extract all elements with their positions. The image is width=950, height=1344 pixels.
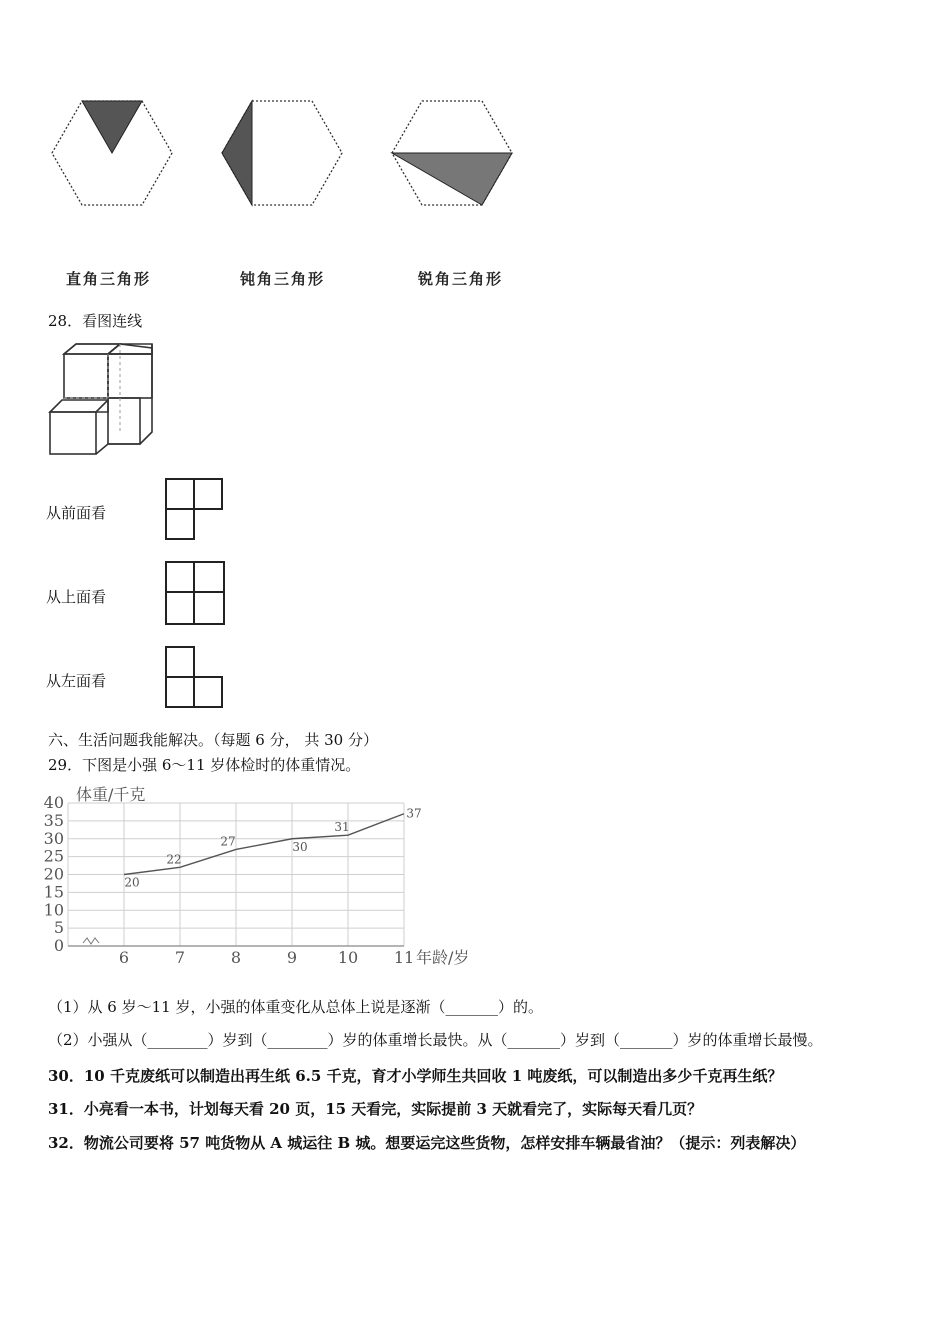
y-tick-label: 35 — [43, 810, 64, 830]
hexagon-obtuse-triangle — [220, 98, 350, 208]
data-label: 30 — [292, 839, 308, 854]
x-tick-label: 7 — [174, 948, 186, 967]
question-29-sub-1: （1）从 6 岁～11 岁，小强的体重变化从总体上说是逐渐（_______）的。 — [48, 998, 543, 1016]
question-29-sub-2: （2）小强从（________）岁到（________）岁的体重增长最快。从（_______）岁到（_______）岁的体重增长最慢。 — [48, 1031, 823, 1049]
y-tick-label: 30 — [43, 828, 64, 848]
y-tick-label: 15 — [43, 882, 64, 902]
chart-y-axis-title: 体重/千克 — [76, 785, 146, 804]
hexagon-acute-triangle — [390, 98, 520, 208]
x-tick-label: 11 — [393, 948, 415, 967]
data-label: 27 — [220, 834, 236, 849]
section-6-title: 六、生活问题我能解决。（每题 6 分， 共 30 分） — [48, 731, 378, 749]
y-tick-label: 10 — [43, 900, 64, 920]
data-label: 22 — [166, 852, 182, 867]
y-tick-label: 40 — [43, 793, 64, 812]
view-label-left: 从左面看 — [46, 672, 107, 690]
weight-line-chart — [38, 782, 498, 967]
x-tick-label: 9 — [286, 948, 298, 967]
y-tick-label: 5 — [53, 918, 64, 938]
data-label: 31 — [334, 820, 350, 835]
y-tick-label: 20 — [43, 864, 64, 884]
axis-break-mark — [83, 938, 99, 944]
x-tick-label: 6 — [118, 948, 130, 967]
question-30: 30．10 千克废纸可以制造出再生纸 6.5 千克，育才小学师生共回收 1 吨废纸，可以制造出多少千克再生纸？ — [48, 1067, 783, 1085]
y-tick-label: 0 — [53, 936, 64, 955]
question-28-title: 28．看图连线 — [48, 312, 143, 330]
question-32: 32．物流公司要将 57 吨货物从 A 城运往 B 城。想要运完这些货物，怎样安排车辆最省油？（提示：列表解决） — [48, 1134, 806, 1152]
hexagon-label-acute: 锐角三角形 — [418, 270, 504, 288]
data-label: 20 — [124, 875, 140, 890]
front-view-grid — [164, 477, 226, 543]
x-tick-label: 10 — [337, 948, 359, 967]
view-label-front: 从前面看 — [46, 504, 107, 522]
hexagon-label-obtuse: 钝角三角形 — [240, 270, 326, 288]
question-29-title: 29．下图是小强 6～11 岁体检时的体重情况。 — [48, 756, 361, 774]
cube-stack-figure — [46, 342, 161, 462]
x-tick-label: 8 — [230, 948, 242, 967]
data-label: 37 — [406, 806, 422, 821]
chart-x-axis-title: 年龄/岁 — [416, 948, 470, 967]
view-label-top: 从上面看 — [46, 588, 107, 606]
hexagon-right-triangle — [50, 98, 180, 208]
question-31: 31．小亮看一本书，计划每天看 20 页，15 天看完，实际提前 3 天就看完了，实际每天看几页？ — [48, 1100, 703, 1118]
y-tick-label: 25 — [43, 846, 64, 866]
hexagon-label-right: 直角三角形 — [66, 270, 152, 288]
top-view-grid — [164, 560, 228, 628]
left-view-grid — [164, 645, 226, 711]
